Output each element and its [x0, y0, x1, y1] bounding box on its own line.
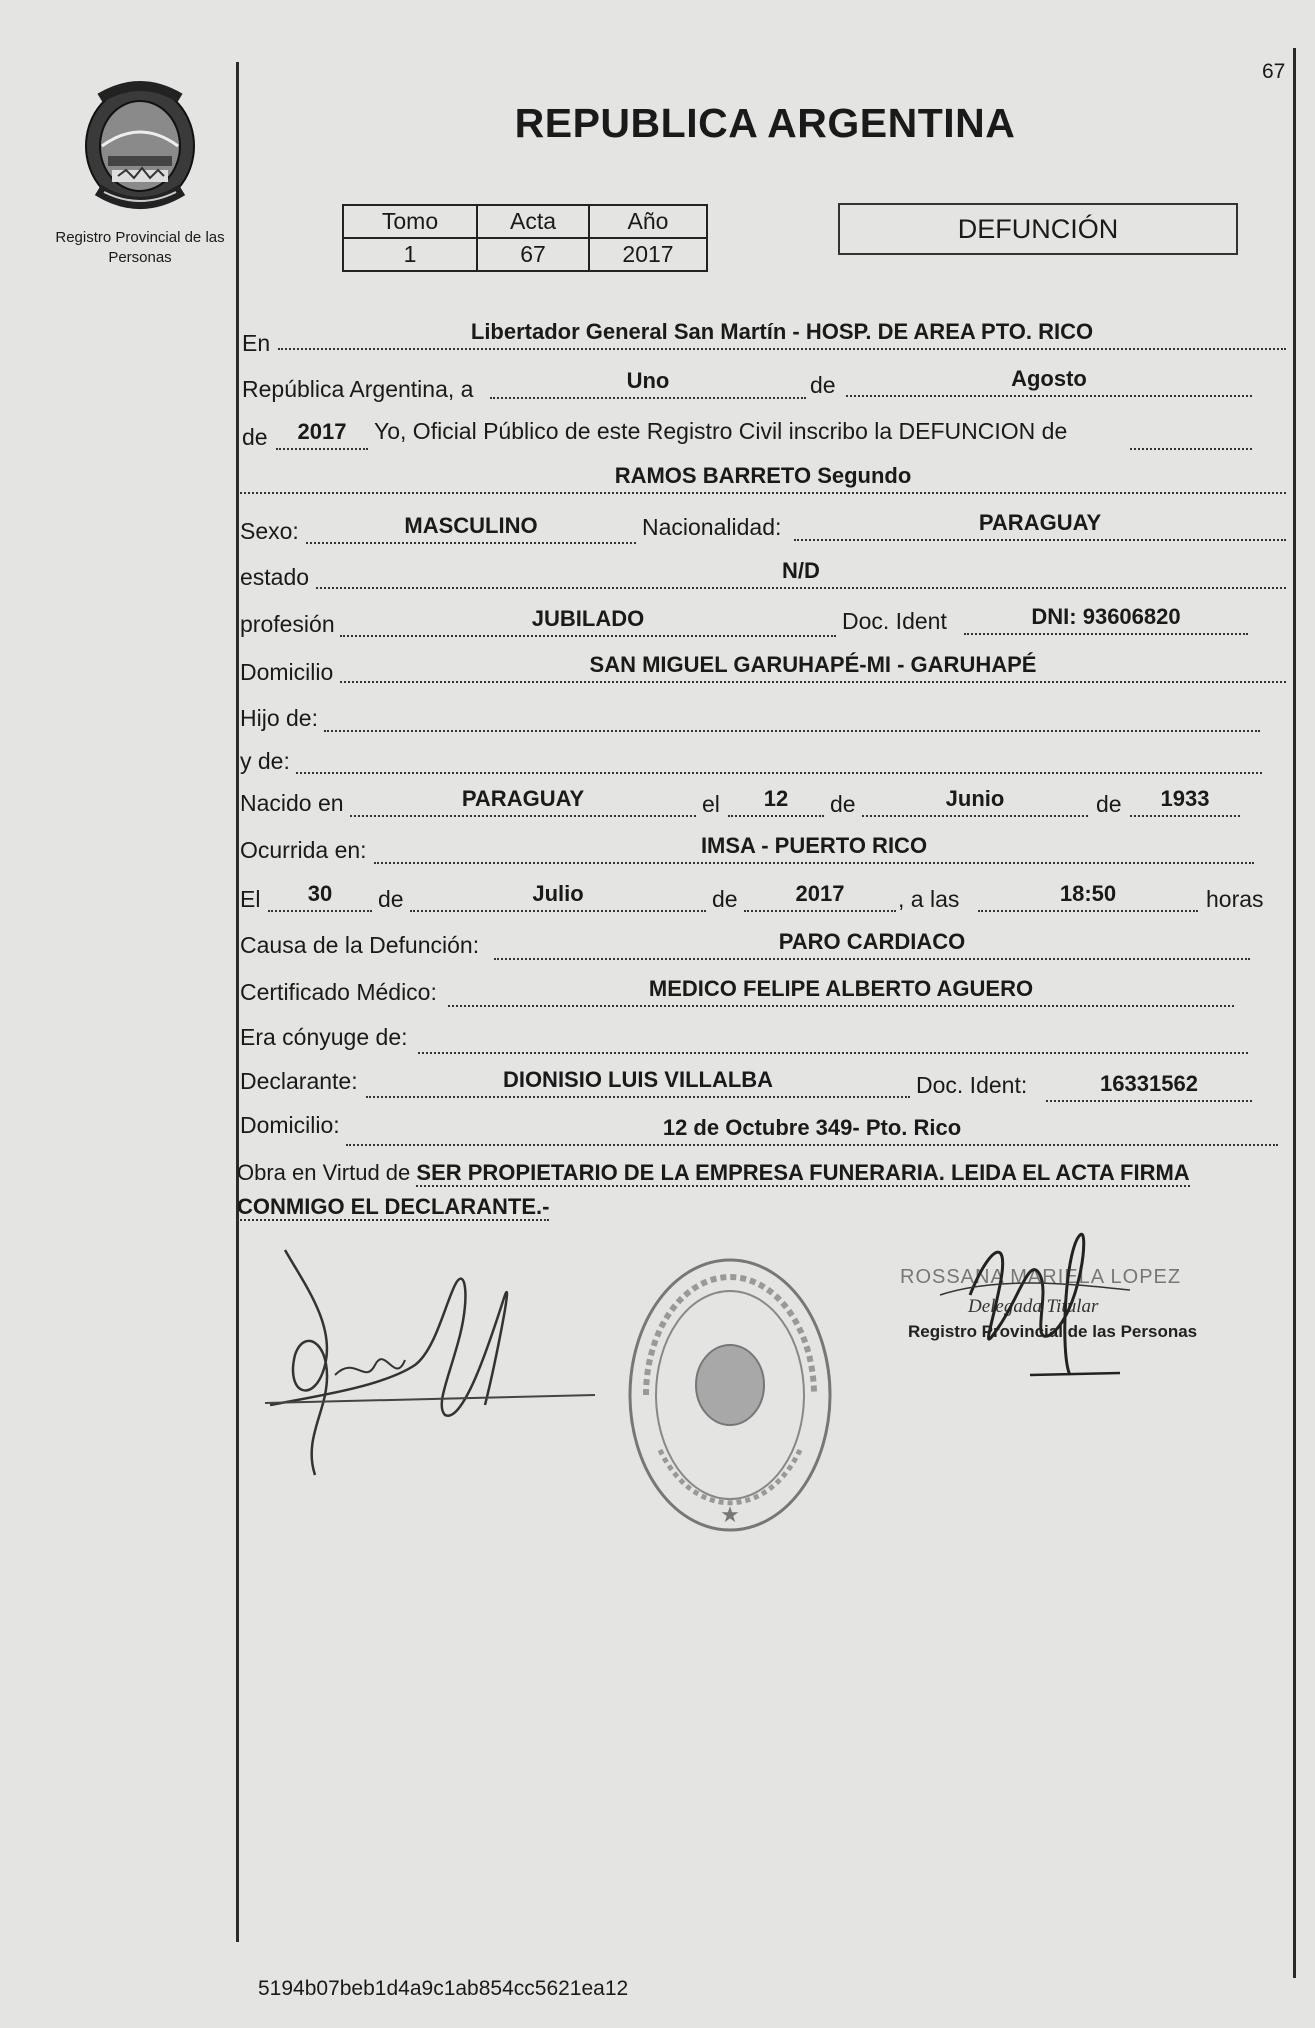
certificado-field: MEDICO FELIPE ALBERTO AGUERO [448, 975, 1234, 1007]
horas-label: horas [1206, 886, 1264, 912]
nacionalidad-label: Nacionalidad: [642, 514, 782, 540]
conyuge-label: Era cónyuge de: [240, 1024, 408, 1050]
nac-dia-field: 12 [728, 785, 824, 817]
def-dia-field: 30 [268, 880, 372, 912]
acta-header: Acta [477, 205, 589, 238]
reference-table [342, 204, 708, 272]
def-hora-field: 18:50 [978, 880, 1198, 912]
svg-text:★: ★ [720, 1503, 740, 1528]
en-label: En [242, 330, 271, 356]
document-hash: 5194b07beb1d4a9c1ab854cc5621ea12 [258, 1977, 629, 2000]
inscribo-text: Yo, Oficial Público de este Registro Civil inscribo la DEFUNCION de [374, 418, 1068, 444]
sexo-field: MASCULINO [306, 512, 636, 544]
ocurrida-en-label: Ocurrida en: [240, 837, 367, 863]
nac-de-label: de [830, 791, 856, 817]
dia-field: Uno [490, 367, 806, 399]
nac-de-label-2: de [1096, 791, 1122, 817]
registry-name: Registro Provincial de las Personas [55, 229, 225, 266]
declarante-label: Declarante: [240, 1068, 358, 1094]
y-de-label: y de: [240, 748, 290, 774]
obra-label: Obra en Virtud de [237, 1160, 411, 1185]
tomo-header: Tomo [343, 205, 477, 238]
delegation-round-stamp [620, 1250, 840, 1540]
a-las-label: , a las [898, 886, 960, 912]
estado-field: N/D [316, 557, 1286, 589]
doc-ident-field: DNI: 93606820 [964, 603, 1248, 635]
causa-label: Causa de la Defunción: [240, 932, 480, 958]
inscribo-blank [1130, 418, 1252, 450]
right-margin-line [1293, 48, 1296, 1978]
provincial-seal-logo [78, 78, 202, 212]
def-anio-field: 2017 [744, 880, 896, 912]
conyuge-field [418, 1022, 1248, 1054]
anio-field: 2017 [276, 418, 368, 450]
nacido-en-label: Nacido en [240, 790, 344, 816]
declarant-signature [265, 1245, 610, 1485]
declarante-field: DIONISIO LUIS VILLALBA [366, 1066, 910, 1098]
domicilio-field: SAN MIGUEL GARUHAPÉ-MI - GARUHAPÉ [340, 651, 1286, 683]
ocurrida-en-field: IMSA - PUERTO RICO [374, 832, 1254, 864]
officer-signature [880, 1215, 1220, 1390]
tomo-value: 1 [343, 238, 477, 271]
hijo-de-field [324, 700, 1260, 732]
obra-field: SER PROPIETARIO DE LA EMPRESA FUNERARIA. LEIDA EL ACTA FIRMA CONMIGO EL DECLARANTE.- [237, 1160, 1190, 1219]
republica-label: República Argentina, a [242, 376, 474, 402]
nacido-en-field: PARAGUAY [350, 785, 696, 817]
nac-anio-field: 1933 [1130, 785, 1240, 817]
officer-name-stamp: ROSSANA MARIELA LOPEZ [900, 1266, 1182, 1288]
de-label: de [810, 372, 836, 398]
declarante-doc-label: Doc. Ident: [916, 1072, 1028, 1098]
mes-field: Agosto [846, 365, 1252, 397]
profesion-field: JUBILADO [340, 605, 836, 637]
y-de-field [296, 742, 1262, 774]
domicilio-label: Domicilio [240, 659, 334, 685]
obra-en-virtud-paragraph [237, 1156, 1277, 1224]
page-number: 67 [1262, 60, 1286, 83]
nacionalidad-field: PARAGUAY [794, 509, 1286, 541]
def-de-label: de [378, 886, 404, 912]
document-title: REPUBLICA ARGENTINA [514, 100, 1016, 146]
causa-field: PARO CARDIACO [494, 928, 1250, 960]
def-de-label-2: de [712, 886, 738, 912]
officer-registry-stamp: Registro Provincial de las Personas [908, 1322, 1198, 1341]
estado-label: estado [240, 564, 310, 590]
left-margin-line [236, 62, 239, 1942]
acta-value: 67 [477, 238, 589, 271]
declarante-doc-field: 16331562 [1046, 1070, 1252, 1102]
certificado-label: Certificado Médico: [240, 979, 437, 1005]
hijo-de-label: Hijo de: [240, 705, 318, 731]
profesion-label: profesión [240, 611, 335, 637]
document-type-box: DEFUNCIÓN [838, 203, 1238, 255]
declarante-domicilio-field: 12 de Octubre 349- Pto. Rico [346, 1114, 1278, 1146]
sexo-label: Sexo: [240, 518, 299, 544]
doc-ident-label: Doc. Ident [842, 608, 947, 634]
def-mes-field: Julio [410, 880, 706, 912]
anio-header: Año [589, 205, 707, 238]
declarante-domicilio-label: Domicilio: [240, 1112, 340, 1138]
nac-mes-field: Junio [862, 785, 1088, 817]
de-label-2: de [242, 424, 268, 450]
lugar-field: Libertador General San Martín - HOSP. DE AREA PTO. RICO [278, 318, 1286, 350]
officer-role-stamp: Delegada Titular [968, 1296, 1099, 1317]
nombre-field: RAMOS BARRETO Segundo [240, 462, 1286, 494]
nac-el-label: el [702, 791, 720, 817]
anio-value: 2017 [589, 238, 707, 271]
el-label: El [240, 886, 261, 912]
